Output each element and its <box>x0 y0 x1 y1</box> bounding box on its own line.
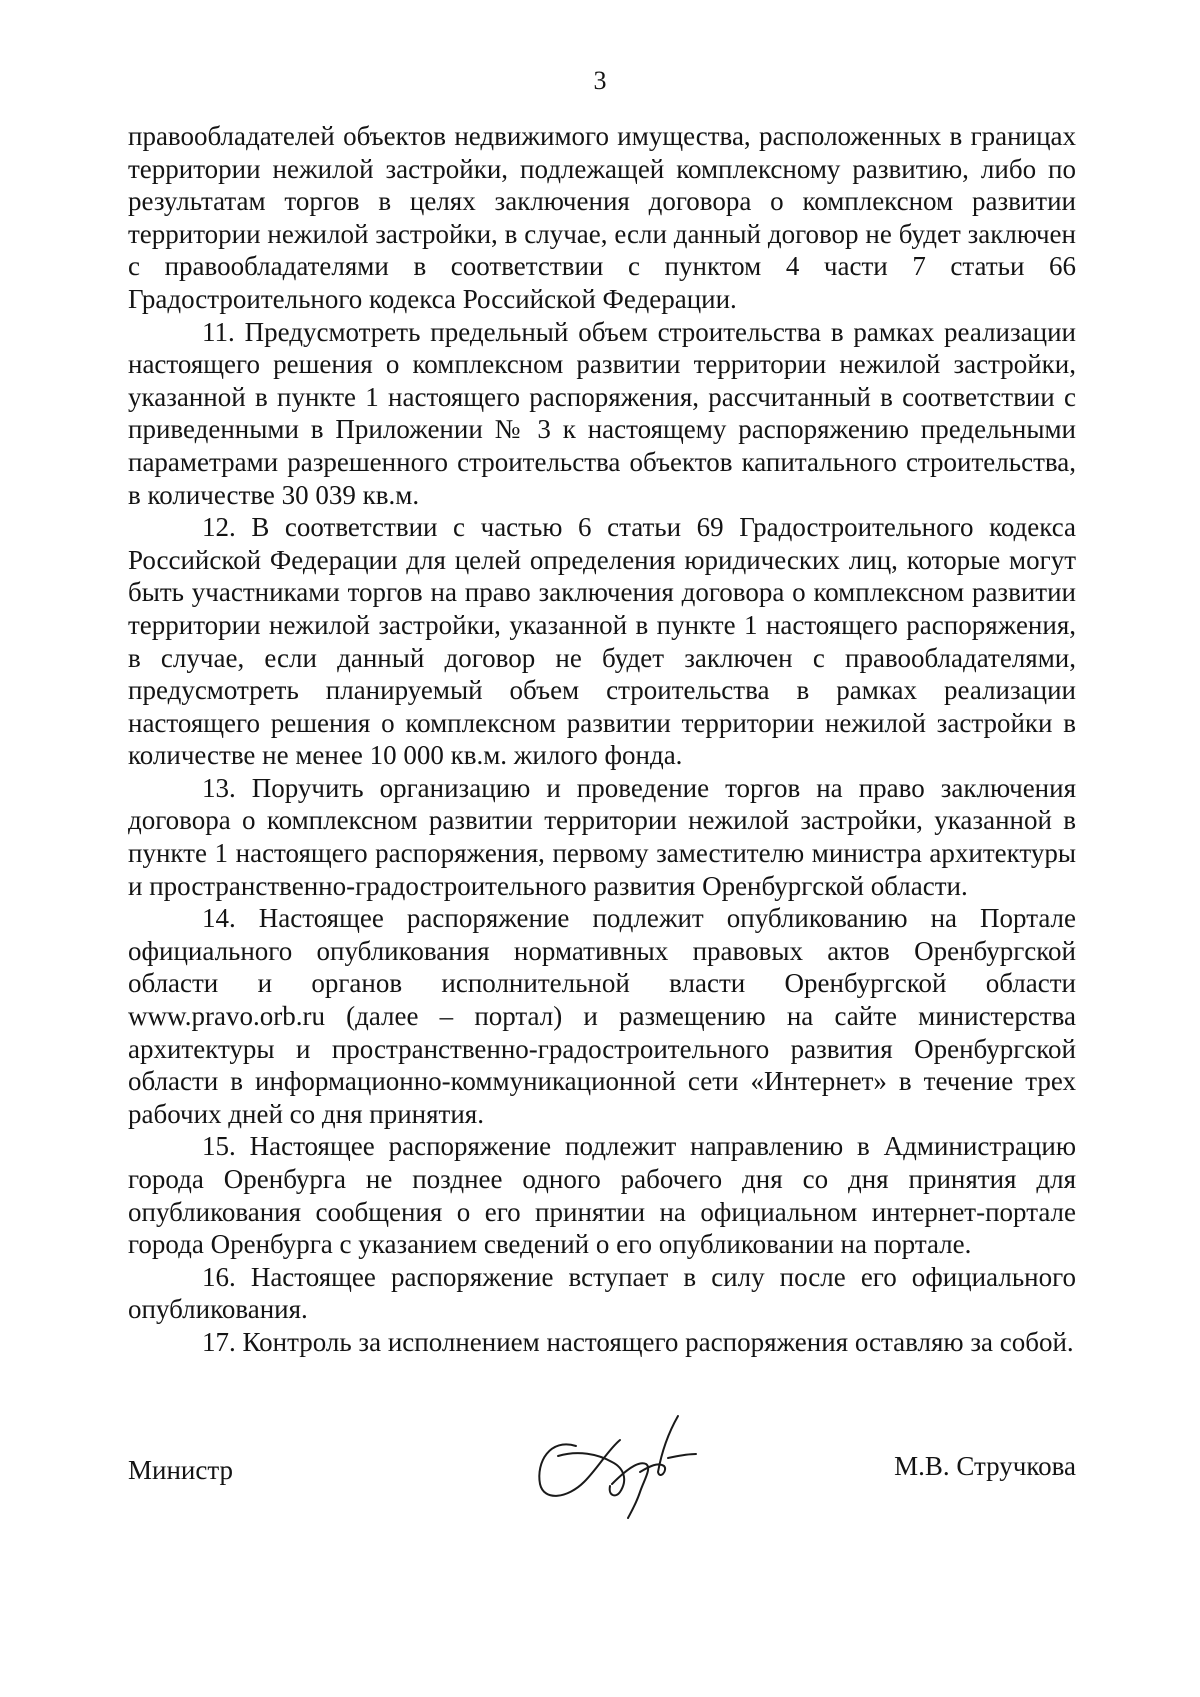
page-number: 3 <box>593 66 607 95</box>
paragraph-item-17: 17. Контроль за исполнением настоящего распоряжения оставляю за собой. <box>202 1326 1074 1357</box>
paragraph-item-13: 13. Поручить организацию и проведение торгов на право заключения договора о комплексном развитии территории нежилой застройки, указанной в пункте 1 настоящего распоряжения, первому заместителю министра архитектуры и пространственно-градостроительного развития Оренбургской области. <box>128 772 1076 901</box>
signatory-name: М.В. Стручкова <box>894 1451 1076 1481</box>
paragraph-continuation: правообладателей объектов недвижимого имущества, расположенных в границах территории нежилой застройки, подлежащей комплексному развитию, либо по результатам торгов в целях заключения договора о комплексном развитии территории нежилой застройки, в случае, если данный договор не будет заключен с правообладателями в соответствии с пунктом 4 части 7 статьи 66 Градостроительного кодекса Российской Федерации. <box>128 121 1076 314</box>
paragraph-item-15: 15. Настоящее распоряжение подлежит направлению в Администрацию города Оренбурга не позднее одного рабочего дня со дня принятия для опубликования сообщения о его принятии на официальном интернет-портале города Оренбурга с указанием сведений о его опубликовании на портале. <box>128 1131 1076 1260</box>
paragraph-item-14: 14. Настоящее распоряжение подлежит опубликованию на Портале официального опубликования нормативных правовых актов Оренбургской области и органов исполнительной власти Оренбургской области www.pravo.orb.ru (далее – портал) и размещению на сайте министерства архитектуры и пространственно-градостроительного развития Оренбургской области в информационно-коммуникационной сети «Интернет» в течение трех рабочих дней со дня принятия. <box>128 903 1076 1129</box>
paragraph-item-12: 12. В соответствии с частью 6 статьи 69 Градостроительного кодекса Российской Федерации для целей определения юридических лиц, которые могут быть участниками торгов на право заключения договора о комплексном развитии территории нежилой застройки, указанной в пункте 1 настоящего распоряжения, в случае, если данный договор не будет заключен с правообладателями, предусмотреть планируемый объем строительства в рамках реализации настоящего решения о комплексном развитии территории нежилой застройки в количестве не менее 10 000 кв.м. жилого фонда. <box>128 512 1076 771</box>
document-body <box>128 120 1076 1359</box>
paragraph-item-16: 16. Настоящее распоряжение вступает в силу после его официального опубликования. <box>128 1261 1076 1325</box>
paragraph-item-11: 11. Предусмотреть предельный объем строительства в рамках реализации настоящего решения о комплексном развитии территории нежилой застройки, указанной в пункте 1 настоящего распоряжения, рассчитанный в соответствии с приведенными в Приложении № 3 к настоящему распоряжению предельными параметрами разрешенного строительства объектов капитального строительства, в количестве 30 039 кв.м. <box>128 316 1076 510</box>
handwritten-signature <box>528 1410 718 1520</box>
signature-block <box>128 1410 1076 1520</box>
signatory-title: Министр <box>128 1455 233 1485</box>
